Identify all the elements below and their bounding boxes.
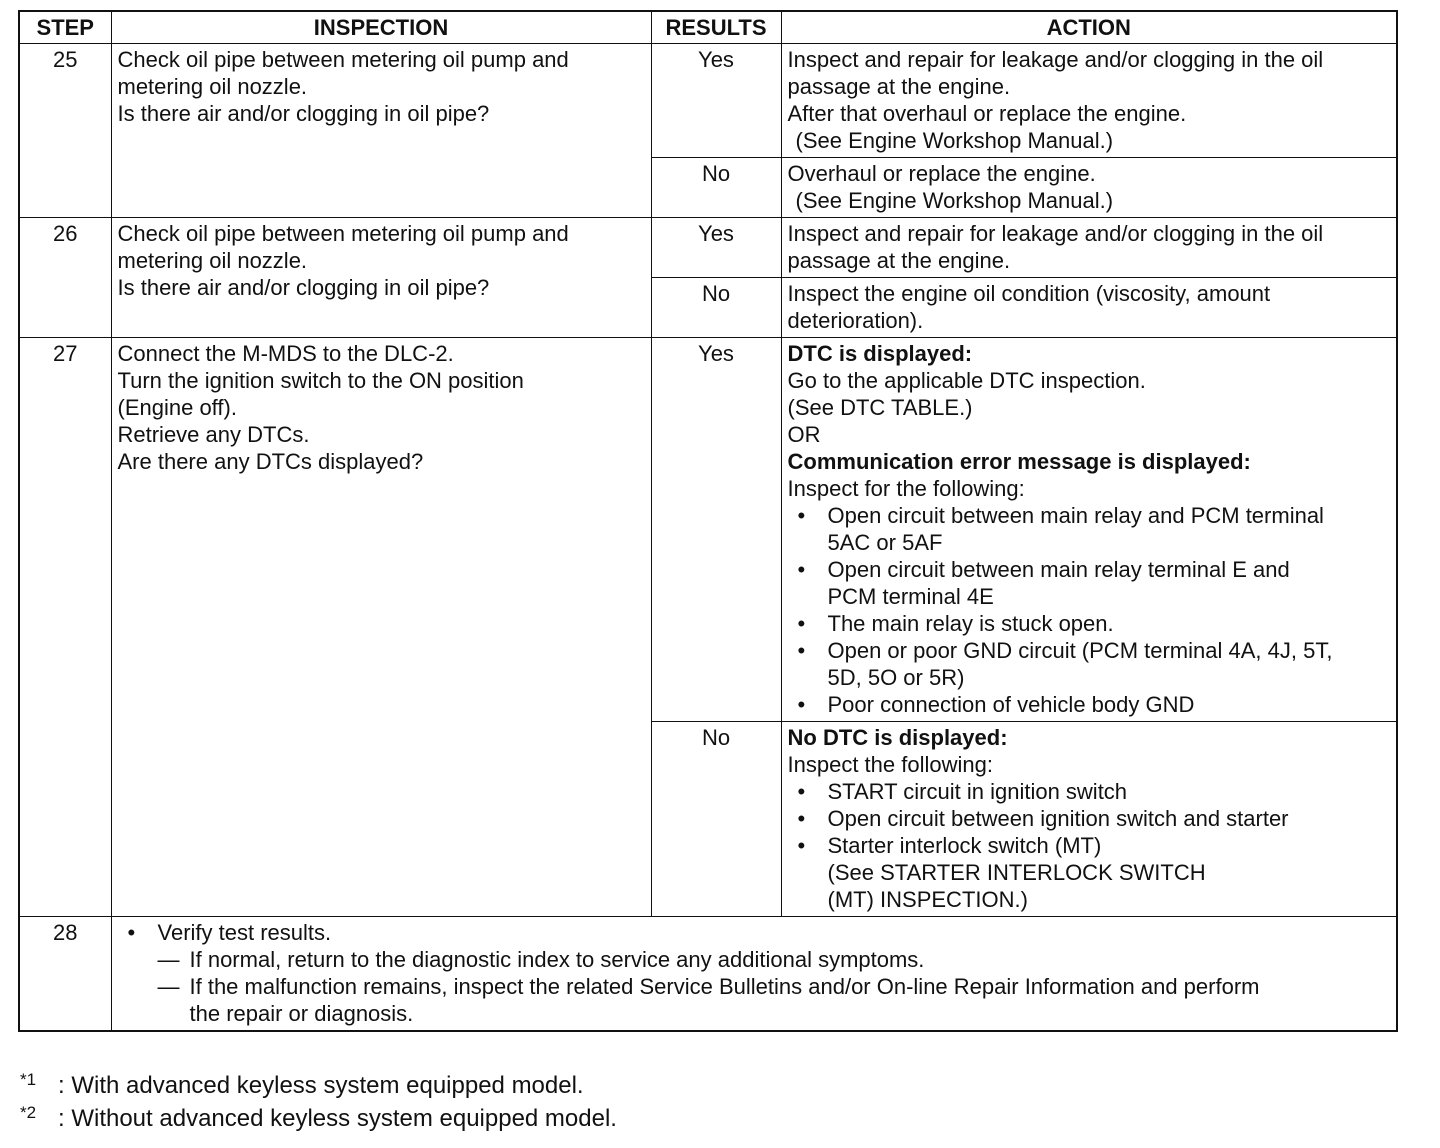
action-subheading: Communication error message is displayed: bbox=[787, 449, 1251, 474]
action-line: Inspect the engine oil condition (viscosity, amount bbox=[787, 281, 1271, 306]
footnote-mark: *2 bbox=[20, 1103, 37, 1122]
table-header-row bbox=[19, 11, 1397, 44]
footnote bbox=[20, 1103, 617, 1136]
action-cell bbox=[781, 278, 1397, 338]
list-item bbox=[788, 832, 1391, 913]
action-line: OR bbox=[787, 422, 821, 447]
inspection-line: Turn the ignition switch to the ON position bbox=[117, 368, 524, 393]
action-line: (See DTC TABLE.) bbox=[787, 395, 973, 420]
list-item bbox=[788, 637, 1391, 691]
list-item-text: (See STARTER INTERLOCK SWITCH bbox=[827, 860, 1206, 885]
table-row-step-26-yes bbox=[19, 218, 1397, 278]
inspection-cell bbox=[111, 44, 651, 218]
result-no: No bbox=[651, 278, 781, 338]
action-line: Go to the applicable DTC inspection. bbox=[787, 368, 1146, 393]
inspection-cell bbox=[111, 218, 651, 338]
inspection-line: metering oil nozzle. bbox=[117, 248, 308, 273]
result-yes: Yes bbox=[651, 338, 781, 722]
list-item-text: the repair or diagnosis. bbox=[189, 1001, 414, 1026]
action-line: Inspect and repair for leakage and/or clogging in the oil bbox=[787, 47, 1324, 72]
inspection-line: (Engine off). bbox=[117, 395, 237, 420]
list-item-text: • Open circuit between ignition switch and starter bbox=[827, 806, 1289, 831]
result-no: No bbox=[651, 722, 781, 917]
verify-dash-list bbox=[118, 946, 1391, 1027]
list-item-text: — If the malfunction remains, inspect the related Service Bulletins and/or On-line Repair Information and perform bbox=[189, 974, 1260, 999]
step-number: 28 bbox=[19, 917, 111, 1032]
action-line: deterioration). bbox=[787, 308, 924, 333]
inspection-line: Is there air and/or clogging in oil pipe? bbox=[117, 101, 490, 126]
table-row-step-28 bbox=[19, 917, 1397, 1032]
action-cell bbox=[781, 158, 1397, 218]
list-item-text: PCM terminal 4E bbox=[827, 584, 994, 609]
table-row-step-25-yes bbox=[19, 44, 1397, 158]
list-item-text: • Starter interlock switch (MT) bbox=[827, 833, 1102, 858]
list-item bbox=[788, 610, 1391, 637]
action-line: Inspect for the following: bbox=[787, 476, 1025, 501]
diagnostic-table-sheet bbox=[18, 10, 1396, 1032]
step-number: 25 bbox=[19, 44, 111, 218]
list-item bbox=[788, 778, 1391, 805]
list-item-text: • Verify test results. bbox=[157, 920, 332, 945]
list-item bbox=[788, 691, 1391, 718]
action-subheading: No DTC is displayed: bbox=[787, 725, 1008, 750]
action-cell bbox=[781, 722, 1397, 917]
action-cell bbox=[781, 44, 1397, 158]
action-line: passage at the engine. bbox=[787, 248, 1011, 273]
inspection-line: Connect the M-MDS to the DLC-2. bbox=[117, 341, 454, 366]
diagnostic-table bbox=[18, 10, 1398, 1032]
list-item-text: 5AC or 5AF bbox=[827, 530, 943, 555]
footnote-mark: *1 bbox=[20, 1070, 37, 1089]
inspection-line: Retrieve any DTCs. bbox=[117, 422, 310, 447]
inspection-line: Is there air and/or clogging in oil pipe? bbox=[117, 275, 490, 300]
list-item-text: • Poor connection of vehicle body GND bbox=[827, 692, 1195, 717]
action-cell bbox=[781, 218, 1397, 278]
list-item-text: • Open circuit between main relay and PCM terminal bbox=[827, 503, 1324, 528]
step-number: 27 bbox=[19, 338, 111, 917]
inspection-line: Are there any DTCs displayed? bbox=[117, 449, 424, 474]
header-inspection: INSPECTION bbox=[111, 11, 651, 44]
action-subheading: DTC is displayed: bbox=[787, 341, 973, 366]
footnotes bbox=[20, 1070, 617, 1136]
footnote-text: : Without advanced keyless system equipped model. bbox=[58, 1105, 617, 1132]
list-item bbox=[158, 946, 1391, 973]
action-line: Overhaul or replace the engine. bbox=[787, 161, 1096, 186]
list-item bbox=[788, 502, 1391, 556]
action-bullet-list bbox=[788, 778, 1391, 913]
action-line: passage at the engine. bbox=[787, 74, 1011, 99]
list-item-text: — If normal, return to the diagnostic index to service any additional symptoms. bbox=[189, 947, 925, 972]
list-item-text: • Open or poor GND circuit (PCM terminal 4A, 4J, 5T, bbox=[827, 638, 1333, 663]
list-item bbox=[788, 556, 1391, 610]
list-item bbox=[158, 973, 1391, 1027]
action-cell bbox=[781, 338, 1397, 722]
inspection-line: Check oil pipe between metering oil pump and bbox=[117, 47, 569, 72]
list-item-text: • The main relay is stuck open. bbox=[827, 611, 1114, 636]
list-item bbox=[788, 805, 1391, 832]
header-step: STEP bbox=[19, 11, 111, 44]
action-line: Inspect the following: bbox=[787, 752, 993, 777]
action-bullet-list bbox=[788, 502, 1391, 718]
inspection-cell bbox=[111, 338, 651, 917]
footnote bbox=[20, 1070, 617, 1103]
verify-cell bbox=[111, 917, 1397, 1032]
list-item-text: • START circuit in ignition switch bbox=[827, 779, 1128, 804]
list-item bbox=[118, 919, 1391, 946]
action-line: After that overhaul or replace the engine. bbox=[787, 101, 1187, 126]
list-item-text: • Open circuit between main relay terminal E and bbox=[827, 557, 1290, 582]
verify-bullet-list bbox=[118, 919, 1391, 946]
result-yes: Yes bbox=[651, 44, 781, 158]
inspection-line: metering oil nozzle. bbox=[117, 74, 308, 99]
result-no: No bbox=[651, 158, 781, 218]
action-line: (See Engine Workshop Manual.) bbox=[795, 128, 1114, 153]
table-row-step-27-yes bbox=[19, 338, 1397, 722]
action-line: (See Engine Workshop Manual.) bbox=[795, 188, 1114, 213]
list-item-text: 5D, 5O or 5R) bbox=[827, 665, 965, 690]
list-item-text: (MT) INSPECTION.) bbox=[827, 887, 1028, 912]
step-number: 26 bbox=[19, 218, 111, 338]
header-results: RESULTS bbox=[651, 11, 781, 44]
inspection-line: Check oil pipe between metering oil pump and bbox=[117, 221, 569, 246]
action-line: Inspect and repair for leakage and/or clogging in the oil bbox=[787, 221, 1324, 246]
result-yes: Yes bbox=[651, 218, 781, 278]
footnote-text: : With advanced keyless system equipped model. bbox=[58, 1072, 584, 1099]
header-action: ACTION bbox=[781, 11, 1397, 44]
